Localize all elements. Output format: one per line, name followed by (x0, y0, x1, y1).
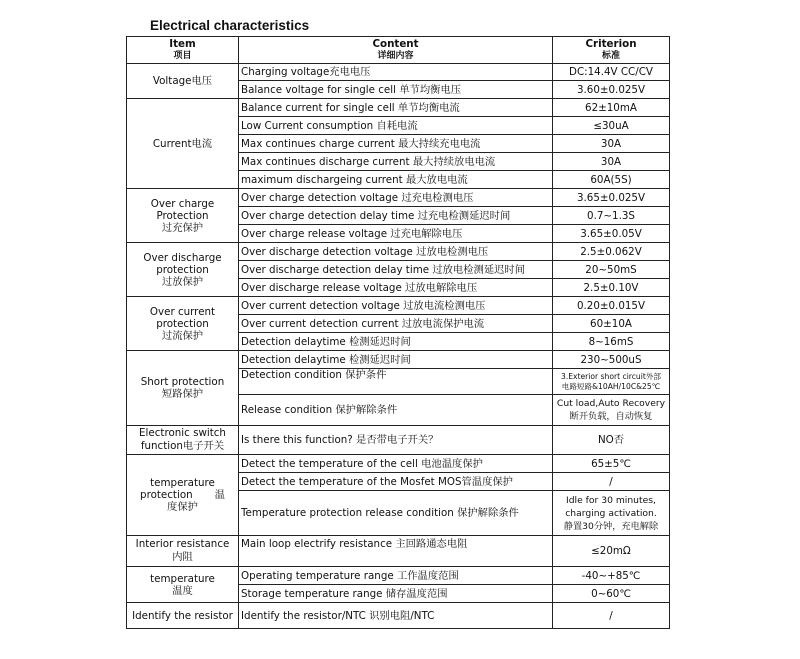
item-label: 短路保护 (161, 388, 204, 400)
criterion-cell: ≤30uA (553, 117, 670, 135)
content-cell: Detect the temperature of the Mosfet MOS管温度保护 (239, 473, 553, 491)
item-label: 温度 (172, 584, 193, 597)
item-label: protection (156, 317, 209, 330)
content-cell: Temperature protection release condition 保护解除条件 (239, 491, 553, 536)
item-label: 内阻 (172, 551, 193, 563)
table-row (127, 297, 670, 315)
content-cell: Over discharge detection delay time 过放电检测延迟时间 (239, 261, 553, 279)
item-label: Over current (149, 305, 216, 318)
table-row (127, 189, 670, 207)
criterion-cell (553, 491, 670, 536)
criterion-line: 静置30分钟，充电解除 (563, 520, 659, 532)
item-temperature-range (127, 567, 239, 603)
criterion-cell: 3.60±0.025V (553, 81, 670, 99)
table-row (127, 455, 670, 473)
item-voltage: Voltage电压 (127, 64, 239, 99)
header-content-en: Content (372, 38, 419, 50)
criterion-cell: 62±10mA (553, 99, 670, 117)
item-label: Over discharge (143, 251, 222, 264)
content-cell: Detection condition 保护条件 (239, 369, 553, 395)
content-cell: Identify the resistor/NTC 识别电阻/NTC (239, 603, 553, 629)
header-criterion-zh: 标准 (601, 51, 620, 61)
criterion-line: 3.Exterior short circuit外部 (560, 371, 662, 381)
content-cell: Storage temperature range 储存温度范围 (239, 585, 553, 603)
criterion-cell (553, 369, 670, 395)
criterion-cell: / (553, 473, 670, 491)
criterion-line: 电路短路&10AH/10C&25℃ (561, 381, 661, 391)
item-current: Current电流 (127, 99, 239, 189)
table-row (127, 567, 670, 585)
criterion-cell: DC:14.4V CC/CV (553, 64, 670, 81)
criterion-cell: 0.7~1.3S (553, 207, 670, 225)
content-cell: Max continues charge current 最大持续充电电流 (239, 135, 553, 153)
item-identify-resistor: Identify the resistor (127, 603, 239, 629)
criterion-cell: 8~16mS (553, 333, 670, 351)
criterion-cell: 3.65±0.05V (553, 225, 670, 243)
item-label: Short protection (140, 376, 225, 388)
electrical-characteristics-table (126, 36, 670, 629)
content-cell: Over charge release voltage 过充电解除电压 (239, 225, 553, 243)
table-row (127, 536, 670, 567)
header-content-zh: 详细内容 (377, 51, 414, 61)
item-temperature-protection (127, 455, 239, 536)
item-overcurrent (127, 297, 239, 351)
content-cell: Over current detection current 过放电流保护电流 (239, 315, 553, 333)
item-label: 过充保护 (161, 221, 204, 234)
criterion-line: 断开负载，自动恢复 (569, 411, 653, 422)
content-cell: Release condition 保护解除条件 (239, 395, 553, 426)
criterion-cell: 20~50mS (553, 261, 670, 279)
item-label: 过流保护 (161, 329, 204, 342)
criterion-cell: 0~60℃ (553, 585, 670, 603)
content-cell: Over current detection voltage 过放电流检测电压 (239, 297, 553, 315)
table-row (127, 603, 670, 629)
item-label: 过放保护 (161, 275, 204, 288)
item-label: Interior resistance (135, 538, 230, 550)
content-cell: Low Current consumption 自耗电流 (239, 117, 553, 135)
criterion-line: Cut load,Auto Recovery (556, 398, 666, 409)
content-cell: Max continues discharge current 最大持续放电电流 (239, 153, 553, 171)
criterion-cell: 30A (553, 153, 670, 171)
criterion-cell (553, 395, 670, 426)
content-cell: Balance voltage for single cell 单节均衡电压 (239, 81, 553, 99)
item-label-part: 温 (214, 489, 225, 501)
criterion-cell: / (553, 603, 670, 629)
content-cell: Over discharge detection voltage 过放电检测电压 (239, 243, 553, 261)
header-criterion (553, 37, 670, 64)
content-cell: Over charge detection voltage 过充电检测电压 (239, 189, 553, 207)
criterion-cell: 60±10A (553, 315, 670, 333)
document-title: Electrical characteristics (150, 18, 310, 33)
header-item (127, 37, 239, 64)
criterion-cell: 230~500uS (553, 351, 670, 369)
criterion-cell: 2.5±0.10V (553, 279, 670, 297)
criterion-cell: 0.20±0.015V (553, 297, 670, 315)
item-overdischarge (127, 243, 239, 297)
item-label (129, 489, 236, 501)
table-row (127, 426, 670, 455)
criterion-cell: 30A (553, 135, 670, 153)
criterion-cell: 60A(5S) (553, 171, 670, 189)
item-label: temperature (150, 477, 215, 489)
item-label: 度保护 (167, 501, 198, 513)
item-electronic-switch (127, 426, 239, 455)
criterion-cell: 2.5±0.062V (553, 243, 670, 261)
item-overcharge (127, 189, 239, 243)
header-content (239, 37, 553, 64)
criterion-cell: 65±5℃ (553, 455, 670, 473)
content-cell: Balance current for single cell 单节均衡电流 (239, 99, 553, 117)
item-interior-resistance (127, 536, 239, 567)
item-label: Over charge (150, 197, 215, 210)
content-cell: Over charge detection delay time 过充电检测延迟时间 (239, 207, 553, 225)
content-cell: Operating temperature range 工作温度范围 (239, 567, 553, 585)
content-cell: Detection delaytime 检测延迟时间 (239, 351, 553, 369)
table-row (127, 64, 670, 81)
item-label: temperature (150, 572, 215, 585)
item-short-protection (127, 351, 239, 426)
table-header-row (127, 37, 670, 64)
item-label: protection (156, 263, 209, 276)
table-row (127, 243, 670, 261)
criterion-cell: NO否 (553, 426, 670, 455)
content-cell: Charging voltage充电电压 (239, 64, 553, 81)
content-cell: Detection delaytime 检测延迟时间 (239, 333, 553, 351)
content-cell: Is there this function? 是否带电子开关？ (239, 426, 553, 455)
item-label: function电子开关 (140, 440, 225, 452)
content-cell: maximum dischargeing current 最大放电电流 (239, 171, 553, 189)
table-row (127, 99, 670, 117)
criterion-line: charging activation. (565, 507, 657, 519)
criterion-cell: 3.65±0.025V (553, 189, 670, 207)
header-criterion-en: Criterion (585, 38, 637, 50)
criterion-cell: -40~+85℃ (553, 567, 670, 585)
criterion-cell: ≤20mΩ (553, 536, 670, 567)
header-item-zh: 项目 (173, 51, 192, 61)
item-label: Electronic switch (139, 427, 226, 439)
item-label: Protection (156, 209, 209, 222)
content-cell: Over discharge release voltage 过放电解除电压 (239, 279, 553, 297)
content-cell: Detect the temperature of the cell 电池温度保护 (239, 455, 553, 473)
item-label-part: protection (140, 489, 193, 501)
table-row (127, 351, 670, 369)
header-item-en: Item (169, 38, 196, 50)
criterion-line: Idle for 30 minutes, (566, 494, 656, 506)
content-cell: Main loop electrify resistance 主回路通态电阻 (239, 536, 553, 567)
